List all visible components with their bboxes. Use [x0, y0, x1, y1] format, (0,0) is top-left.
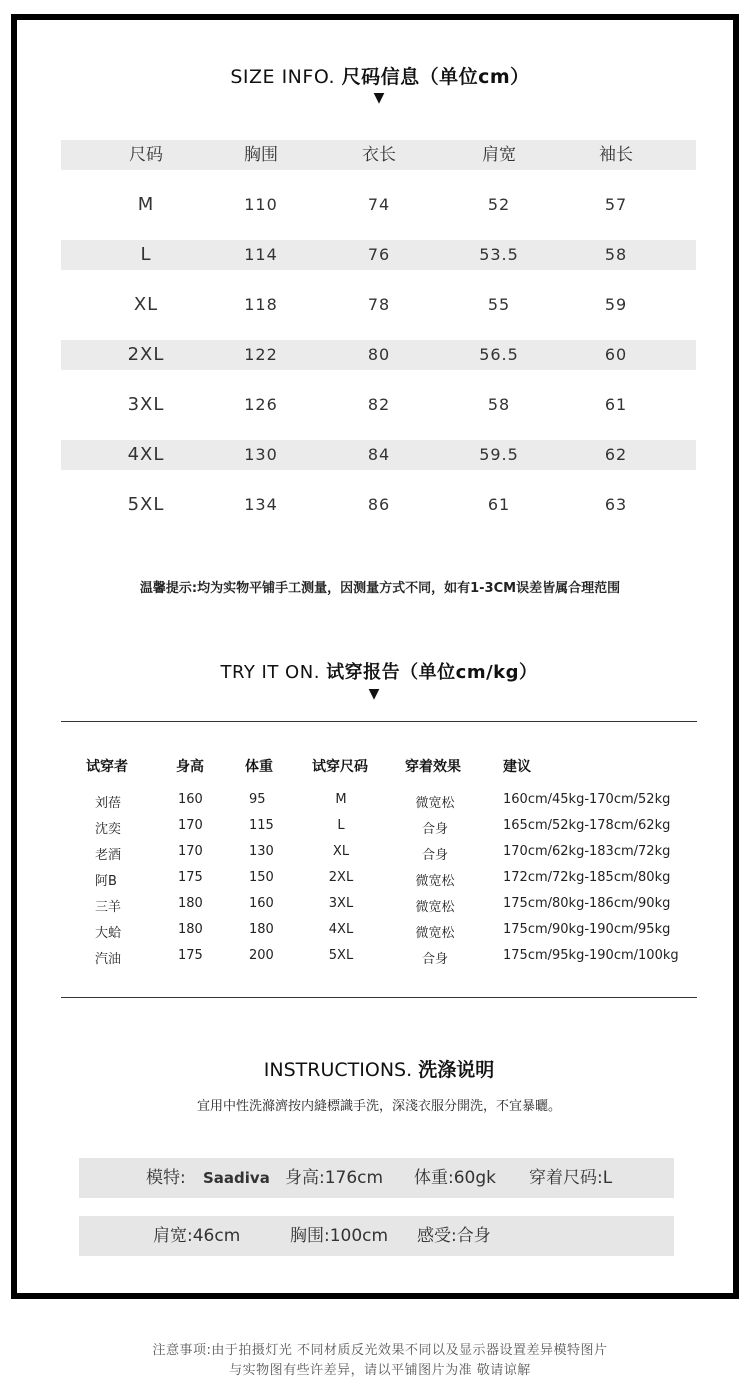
size-cell-sleeve: 63 [604, 495, 628, 514]
instructions-title-cn: 洗涤说明 [418, 1059, 495, 1081]
size-cell-size: L [140, 244, 152, 265]
size-table-row [61, 490, 696, 520]
try-on-cell-weight: 160 [249, 896, 274, 911]
size-cell-chest: 130 [244, 445, 278, 464]
instructions-title-en: INSTRUCTIONS. [263, 1059, 413, 1081]
model-feel: 感受:合身 [417, 1226, 491, 1246]
try-on-cell-suggestion: 172cm/72kg-185cm/80kg [503, 870, 671, 885]
try-on-cell-fit: 合身 [421, 822, 448, 837]
try-on-cell-suggestion: 160cm/45kg-170cm/52kg [503, 792, 671, 807]
try-on-cell-size: L [337, 818, 345, 833]
try-on-cell-tester: 三羊 [95, 900, 122, 915]
try-on-cell-tester: 沈奕 [95, 822, 122, 837]
size-table-row [61, 240, 696, 270]
model-size: 穿着尺码:L [529, 1168, 613, 1188]
try-on-cell-height: 180 [178, 922, 203, 937]
size-header-shoulder: 肩宽 [482, 145, 516, 165]
size-cell-size: 2XL [127, 344, 165, 365]
try-on-cell-fit: 合身 [421, 848, 448, 863]
size-cell-size: 3XL [127, 394, 165, 415]
try-on-cell-tester: 刘蓓 [95, 796, 122, 811]
try-on-cell-fit: 合身 [421, 952, 448, 967]
model-info-band-2 [79, 1216, 674, 1256]
size-cell-sleeve: 57 [604, 195, 628, 214]
size-cell-chest: 110 [244, 195, 278, 214]
size-cell-shoulder: 53.5 [479, 245, 519, 264]
try-on-cell-fit: 微宽松 [415, 900, 455, 915]
try-on-title-cn: 试穿报告（单位cm/kg） [326, 662, 538, 683]
size-cell-size: 5XL [127, 494, 165, 515]
model-height: 身高:176cm [285, 1168, 384, 1188]
size-table-row [61, 290, 696, 320]
size-header-length: 衣长 [362, 145, 396, 165]
size-cell-size: XL [133, 294, 159, 315]
try-on-cell-weight: 180 [249, 922, 274, 937]
model-name: Saadiva [203, 1169, 270, 1187]
size-table-header [61, 140, 696, 170]
try-on-cell-suggestion: 175cm/80kg-186cm/90kg [503, 896, 671, 911]
try-on-cell-suggestion: 175cm/95kg-190cm/100kg [503, 948, 679, 963]
try-on-cell-height: 160 [178, 792, 203, 807]
size-cell-chest: 118 [244, 295, 278, 314]
try-on-header-tester: 试穿者 [86, 759, 128, 775]
size-cell-sleeve: 59 [604, 295, 628, 314]
footer-note-line-1: 注意事项:由于拍摄灯光 不同材质反光效果不同以及显示器设置差异模特图片 [152, 1343, 608, 1358]
size-cell-chest: 122 [244, 345, 278, 364]
size-header-size: 尺码 [129, 145, 163, 165]
model-chest: 胸围:100cm [290, 1226, 389, 1246]
size-cell-shoulder: 52 [487, 195, 511, 214]
try-on-cell-fit: 微宽松 [415, 874, 455, 889]
size-table-row [61, 190, 696, 220]
try-on-cell-weight: 150 [249, 870, 274, 885]
try-on-header-fit: 穿着效果 [405, 759, 461, 775]
try-on-title [0, 658, 750, 684]
try-on-cell-weight: 200 [249, 948, 274, 963]
size-header-sleeve: 袖长 [599, 145, 633, 165]
size-table-row [61, 440, 696, 470]
instructions-title [0, 1055, 750, 1082]
size-table-row [61, 340, 696, 370]
size-info-title-en: SIZE INFO. [230, 66, 336, 88]
model-info-band-1 [79, 1158, 674, 1198]
try-on-header-weight: 体重 [245, 759, 273, 775]
try-on-cell-height: 180 [178, 896, 203, 911]
size-cell-shoulder: 61 [487, 495, 511, 514]
size-cell-sleeve: 61 [604, 395, 628, 414]
size-info-title [0, 62, 750, 89]
try-on-header-height: 身高 [176, 759, 204, 775]
try-on-cell-tester: 汽油 [95, 952, 122, 967]
try-on-cell-height: 175 [178, 870, 203, 885]
measurement-note: 温馨提示:均为实物平铺手工测量，因测量方式不同，如有1-3CM误差皆属合理范围 [139, 581, 621, 596]
size-header-chest: 胸围 [244, 145, 278, 165]
instructions-text: 宜用中性洗滌濟按内縫標識手洗，深淺衣服分開洗，不宜暴曬。 [196, 1099, 561, 1114]
try-on-cell-fit: 微宽松 [415, 796, 455, 811]
try-on-cell-fit: 微宽松 [415, 926, 455, 941]
try-on-title-en: TRY IT ON. [220, 662, 320, 683]
size-cell-size: 4XL [127, 444, 165, 465]
size-table-row [61, 390, 696, 420]
size-cell-length: 76 [367, 245, 391, 264]
size-cell-length: 82 [367, 395, 391, 414]
try-on-cell-size: 5XL [328, 948, 354, 963]
try-on-cell-tester: 老酒 [95, 848, 122, 863]
size-cell-size: M [137, 194, 155, 215]
try-on-cell-height: 175 [178, 948, 203, 963]
try-on-bottom-divider [61, 997, 697, 998]
size-cell-sleeve: 60 [604, 345, 628, 364]
size-cell-sleeve: 62 [604, 445, 628, 464]
try-on-cell-weight: 130 [249, 844, 274, 859]
try-on-cell-height: 170 [178, 844, 203, 859]
try-on-arrow: ▼ [368, 686, 380, 702]
try-on-cell-size: 2XL [328, 870, 354, 885]
size-cell-chest: 114 [244, 245, 278, 264]
size-cell-shoulder: 59.5 [479, 445, 519, 464]
size-cell-chest: 134 [244, 495, 278, 514]
size-cell-length: 78 [367, 295, 391, 314]
try-on-top-divider [61, 721, 697, 722]
footer-note-line-2: 与实物图有些许差异，请以平铺图片为准 敬请谅解 [229, 1363, 531, 1378]
size-cell-length: 86 [367, 495, 391, 514]
try-on-cell-suggestion: 165cm/52kg-178cm/62kg [503, 818, 671, 833]
size-info-arrow: ▼ [373, 90, 385, 106]
model-label: 模特: [146, 1168, 186, 1188]
try-on-cell-suggestion: 175cm/90kg-190cm/95kg [503, 922, 671, 937]
try-on-cell-size: 3XL [328, 896, 354, 911]
try-on-cell-size: XL [332, 844, 350, 859]
try-on-cell-weight: 95 [249, 792, 266, 807]
size-cell-chest: 126 [244, 395, 278, 414]
try-on-header-size: 试穿尺码 [312, 759, 368, 775]
try-on-cell-height: 170 [178, 818, 203, 833]
size-cell-shoulder: 55 [487, 295, 511, 314]
try-on-cell-tester: 大蛤 [95, 926, 122, 941]
try-on-cell-size: M [335, 792, 347, 807]
size-cell-sleeve: 58 [604, 245, 628, 264]
model-shoulder: 肩宽:46cm [153, 1226, 241, 1246]
size-cell-length: 80 [367, 345, 391, 364]
try-on-cell-tester: 阿B [95, 874, 117, 889]
size-cell-length: 74 [367, 195, 391, 214]
try-on-cell-weight: 115 [249, 818, 274, 833]
size-cell-shoulder: 56.5 [479, 345, 519, 364]
size-info-title-cn: 尺码信息（单位cm） [341, 66, 530, 88]
try-on-cell-suggestion: 170cm/62kg-183cm/72kg [503, 844, 671, 859]
try-on-header-suggestion: 建议 [503, 759, 531, 775]
try-on-cell-size: 4XL [328, 922, 354, 937]
model-weight: 体重:60gk [414, 1168, 496, 1188]
size-cell-length: 84 [367, 445, 391, 464]
size-cell-shoulder: 58 [487, 395, 511, 414]
